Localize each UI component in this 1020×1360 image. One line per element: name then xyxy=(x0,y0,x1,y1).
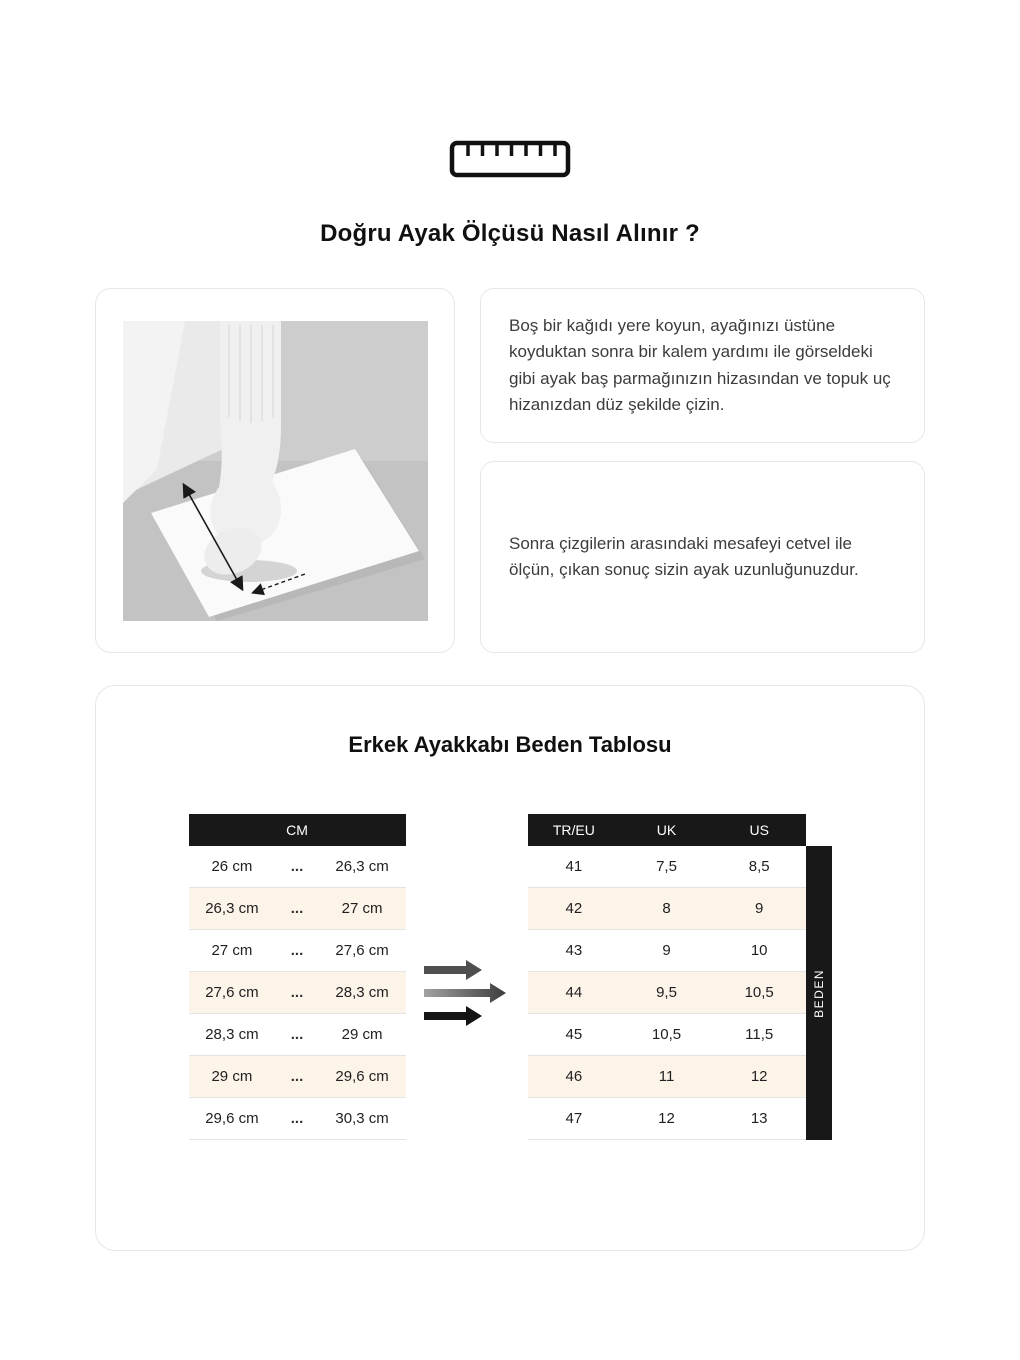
uk-size: 7,5 xyxy=(656,858,677,875)
table-row xyxy=(189,930,406,972)
uk-size: 9 xyxy=(662,942,671,959)
cm-from: 29,6 cm xyxy=(205,1110,259,1127)
header-us: US xyxy=(749,822,769,838)
size-table-header-row xyxy=(528,814,806,846)
size-tables xyxy=(96,814,924,1140)
uk-size: 11 xyxy=(658,1068,675,1085)
range-dots: ... xyxy=(290,900,304,917)
cm-to: 29 cm xyxy=(341,1026,383,1043)
instruction-card-2 xyxy=(480,461,925,653)
us-size: 13 xyxy=(750,1110,768,1127)
size-table-title: Erkek Ayakkabı Beden Tablosu xyxy=(348,732,672,757)
ruler-icon xyxy=(95,140,925,180)
tr-eu-size: 42 xyxy=(565,900,583,917)
table-row xyxy=(528,888,806,930)
cm-from: 26,3 cm xyxy=(205,900,259,917)
cm-from: 27,6 cm xyxy=(205,984,259,1001)
conversion-arrows-icon xyxy=(424,960,510,1031)
range-dots: ... xyxy=(290,1068,304,1085)
range-dots: ... xyxy=(290,1110,304,1127)
table-row xyxy=(528,846,806,888)
us-size: 10 xyxy=(750,942,768,959)
table-row xyxy=(528,972,806,1014)
international-size-table-wrap xyxy=(528,814,832,1140)
cm-to: 30,3 cm xyxy=(335,1110,389,1127)
tr-eu-size: 41 xyxy=(565,858,583,875)
uk-size: 12 xyxy=(658,1110,675,1127)
instructions-column xyxy=(480,288,925,653)
us-size: 11,5 xyxy=(745,1026,774,1043)
cm-table-header: CM xyxy=(189,814,406,846)
foot-measurement-image xyxy=(95,288,455,653)
table-row xyxy=(528,1014,806,1056)
us-size: 8,5 xyxy=(748,858,770,875)
table-row xyxy=(528,1098,806,1140)
cm-from: 27 cm xyxy=(211,942,253,959)
us-size: 10,5 xyxy=(744,984,774,1001)
range-dots: ... xyxy=(290,858,304,875)
header-tr-eu: TR/EU xyxy=(552,822,595,838)
range-dots: ... xyxy=(290,984,304,1001)
table-row xyxy=(528,1056,806,1098)
table-row xyxy=(189,1014,406,1056)
us-size: 9 xyxy=(755,900,764,917)
beden-label: BEDEN xyxy=(811,968,826,1018)
tr-eu-size: 44 xyxy=(565,984,583,1001)
page-title: Doğru Ayak Ölçüsü Nasıl Alınır ? xyxy=(320,220,700,247)
size-guide-page xyxy=(95,0,925,1251)
cm-to: 27,6 cm xyxy=(335,942,389,959)
cm-to: 27 cm xyxy=(341,900,383,917)
cm-from: 26 cm xyxy=(211,858,253,875)
intro-section xyxy=(95,288,925,653)
table-row xyxy=(189,888,406,930)
instruction-step-2: Sonra çizgilerin arasındaki mesafeyi cetvel ile ölçün, çıkan sonuç sizin ayak uzunluğunuzdur. xyxy=(509,533,859,580)
cm-to: 28,3 cm xyxy=(335,984,389,1001)
table-row xyxy=(189,846,406,888)
cm-from: 29 cm xyxy=(211,1068,253,1085)
international-size-table xyxy=(528,814,806,1140)
us-size: 12 xyxy=(750,1068,768,1085)
header-uk: UK xyxy=(656,822,677,838)
range-dots: ... xyxy=(290,942,304,959)
cm-to: 26,3 cm xyxy=(335,858,389,875)
instruction-card-1 xyxy=(480,288,925,443)
cm-table xyxy=(189,814,406,1140)
beden-vertical-bar xyxy=(806,846,832,1140)
foot-measurement-illustration xyxy=(123,321,428,621)
uk-size: 9,5 xyxy=(656,984,677,1001)
table-row xyxy=(528,930,806,972)
tr-eu-size: 46 xyxy=(565,1068,583,1085)
cm-to: 29,6 cm xyxy=(335,1068,389,1085)
uk-size: 10,5 xyxy=(651,1026,682,1043)
size-table-panel xyxy=(95,685,925,1251)
table-row xyxy=(189,1098,406,1140)
tr-eu-size: 45 xyxy=(565,1026,583,1043)
table-row xyxy=(189,972,406,1014)
tr-eu-size: 47 xyxy=(565,1110,583,1127)
table-row xyxy=(189,1056,406,1098)
uk-size: 8 xyxy=(662,900,671,917)
range-dots: ... xyxy=(290,1026,304,1043)
cm-from: 28,3 cm xyxy=(205,1026,259,1043)
tr-eu-size: 43 xyxy=(565,942,583,959)
instruction-step-1: Boş bir kağıdı yere koyun, ayağınızı üstüne koyduktan sonra bir kalem yardımı ile görseldeki gibi ayak baş parmağınızın hizasından ve topuk uç hizanızdan düz şekilde çizin. xyxy=(509,316,891,415)
